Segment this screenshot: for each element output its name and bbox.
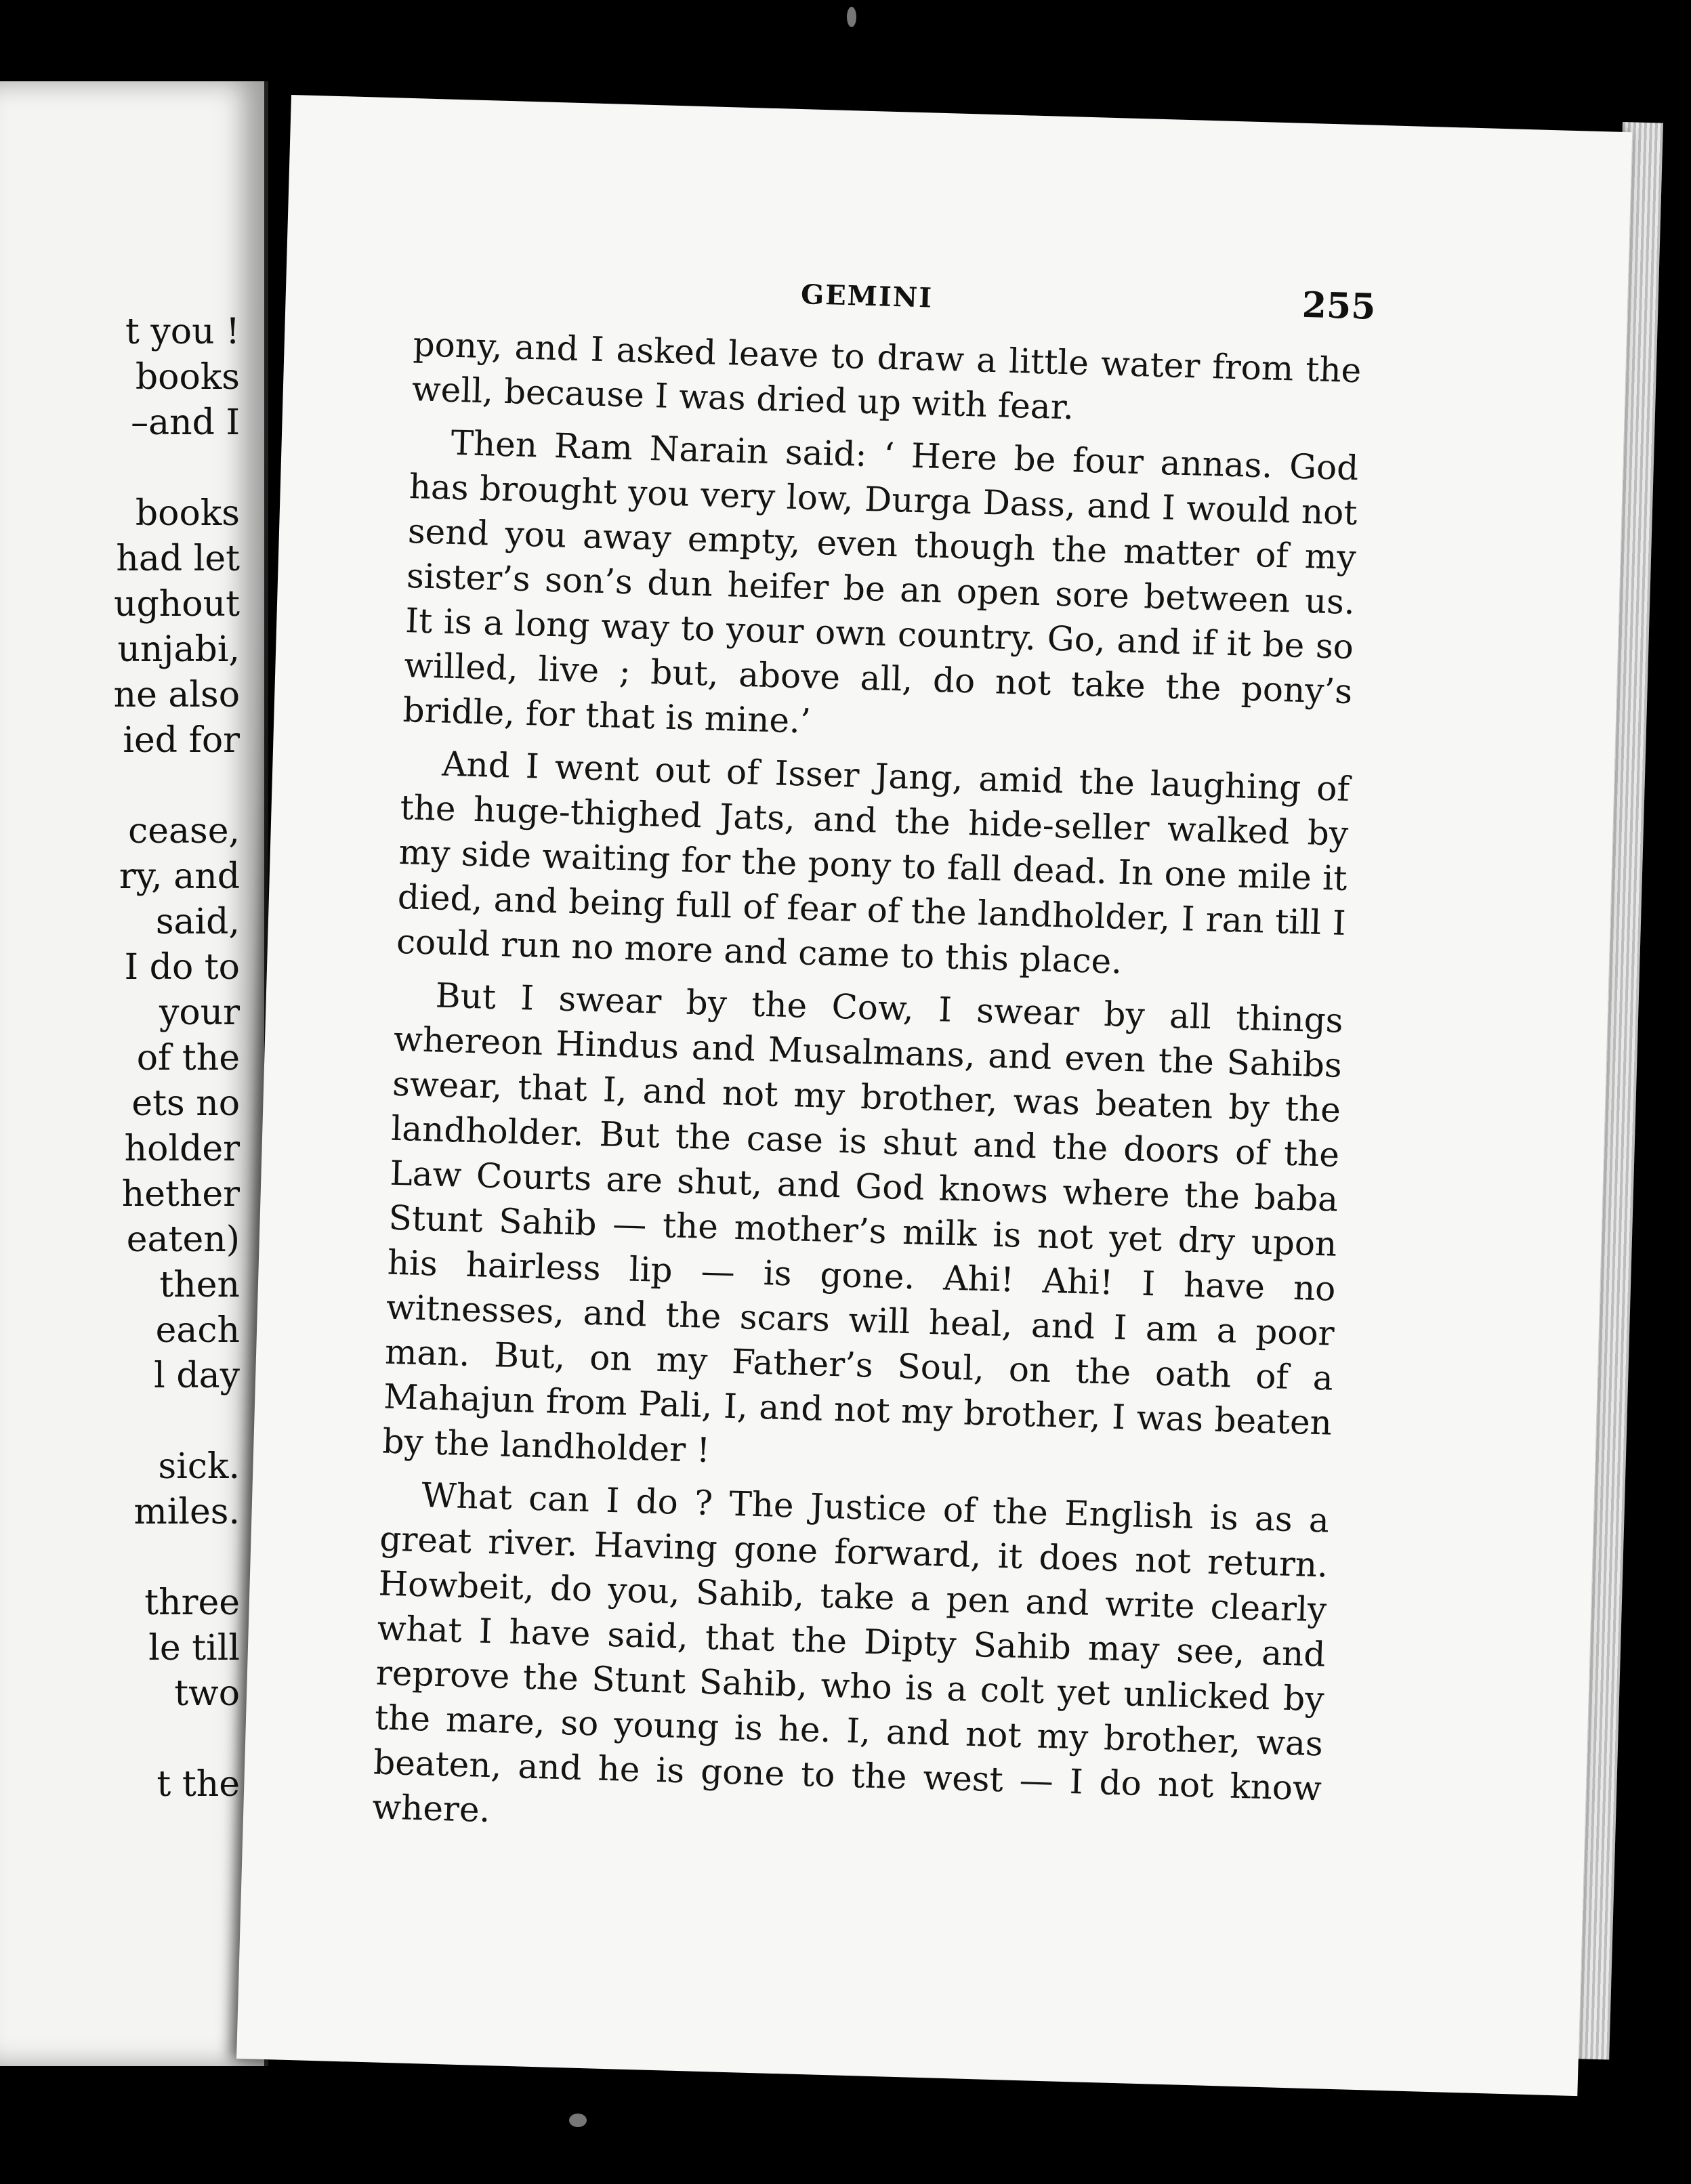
left-page-line: said, xyxy=(155,902,240,942)
left-facing-page xyxy=(0,81,268,2066)
left-page-line: your xyxy=(159,992,240,1033)
left-page-line: cease, xyxy=(128,811,240,852)
left-page-line: sick. xyxy=(158,1446,240,1487)
paragraph: pony, and I asked leave to draw a little water from the well, because I was dried up with fear. xyxy=(411,324,1362,427)
left-page-line: miles. xyxy=(133,1492,240,1532)
left-page-line: t you ! xyxy=(125,312,240,352)
left-page-line: ughout xyxy=(114,584,240,625)
paragraph: And I went out of Isser Jang, amid the laughing of the huge-thighed Jats, and the hide-seller walked by my side waiting for the pony to fall dead. In one mile it died, and being full of fear of the landholder, I ran till I could run no more and came to this place. xyxy=(396,744,1350,982)
left-page-line: –and I xyxy=(131,402,240,443)
left-page-line: holder xyxy=(124,1129,240,1169)
left-page-line: then xyxy=(159,1265,240,1305)
left-page-line: had let xyxy=(116,539,240,579)
left-page-line: ets no xyxy=(131,1083,240,1124)
left-page-line: hether xyxy=(121,1174,240,1215)
scan-speck xyxy=(569,2114,587,2127)
right-page xyxy=(236,95,1632,2096)
body-text xyxy=(371,322,1362,1864)
left-page-line: ied for xyxy=(123,720,240,761)
scan-speck xyxy=(847,7,856,27)
left-page-line: three xyxy=(144,1582,240,1623)
left-page-line: unjabi, xyxy=(117,629,240,670)
paragraph: Then Ram Narain said: ‘ Here be four annas. God has brought you very low, Durga Dass, and I would not send you away empty, even though the matter of my sister’s son’s dun heifer be an open sore between us. It is a long way to your own country. Go, and if it be so willed, live ; but, above all, do not take the pony’s bridle, for that is mine.’ xyxy=(402,423,1360,741)
paragraph: What can I do ? The Justice of the English is as a great river. Having gone forward, it does not return. Howbeit, do you, Sahib, take a pen and write clearly what I have said, that the Dipty Sahib may see, and reprove the Stunt Sahib, who is a colt yet unlicked by the mare, so young is he. I, and not my brother, was beaten, and he is gone to the west — I do not know where. xyxy=(371,1475,1330,1830)
left-page-line: l day xyxy=(154,1356,240,1396)
left-page-line: ne also xyxy=(113,675,240,715)
page-number: 255 xyxy=(1301,284,1377,328)
paragraph: But I swear by the Cow, I swear by all things whereon Hindus and Musalmans, and even the Sahibs swear, that I, and not my brother, was beaten by the landholder. But the case is shut and the doors of the Law Courts are shut, and God knows where the baba Stunt Sahib — the mother’s milk is not yet dry upon his hairless lip — is gone. Ahi! Ahi! I have no witnesses, and the scars will heal, and I am a poor man. But, on my Father’s Soul, on the oath of a Mahajun from Pali, I, and not my brother, I was beaten by the landholder ! xyxy=(381,975,1344,1471)
left-page-line: books xyxy=(135,493,240,534)
left-page-line: two xyxy=(174,1673,240,1714)
left-page-line: le till xyxy=(148,1628,240,1668)
left-page-line: each xyxy=(155,1310,240,1351)
left-page-line: of the xyxy=(136,1038,240,1078)
left-page-line: eaten) xyxy=(126,1219,240,1260)
left-page-line: ry, and xyxy=(119,856,240,897)
running-head: GEMINI xyxy=(800,278,934,314)
left-page-line: books xyxy=(135,357,240,398)
left-page-line: I do to xyxy=(124,947,240,988)
left-page-line: t the xyxy=(156,1764,240,1805)
